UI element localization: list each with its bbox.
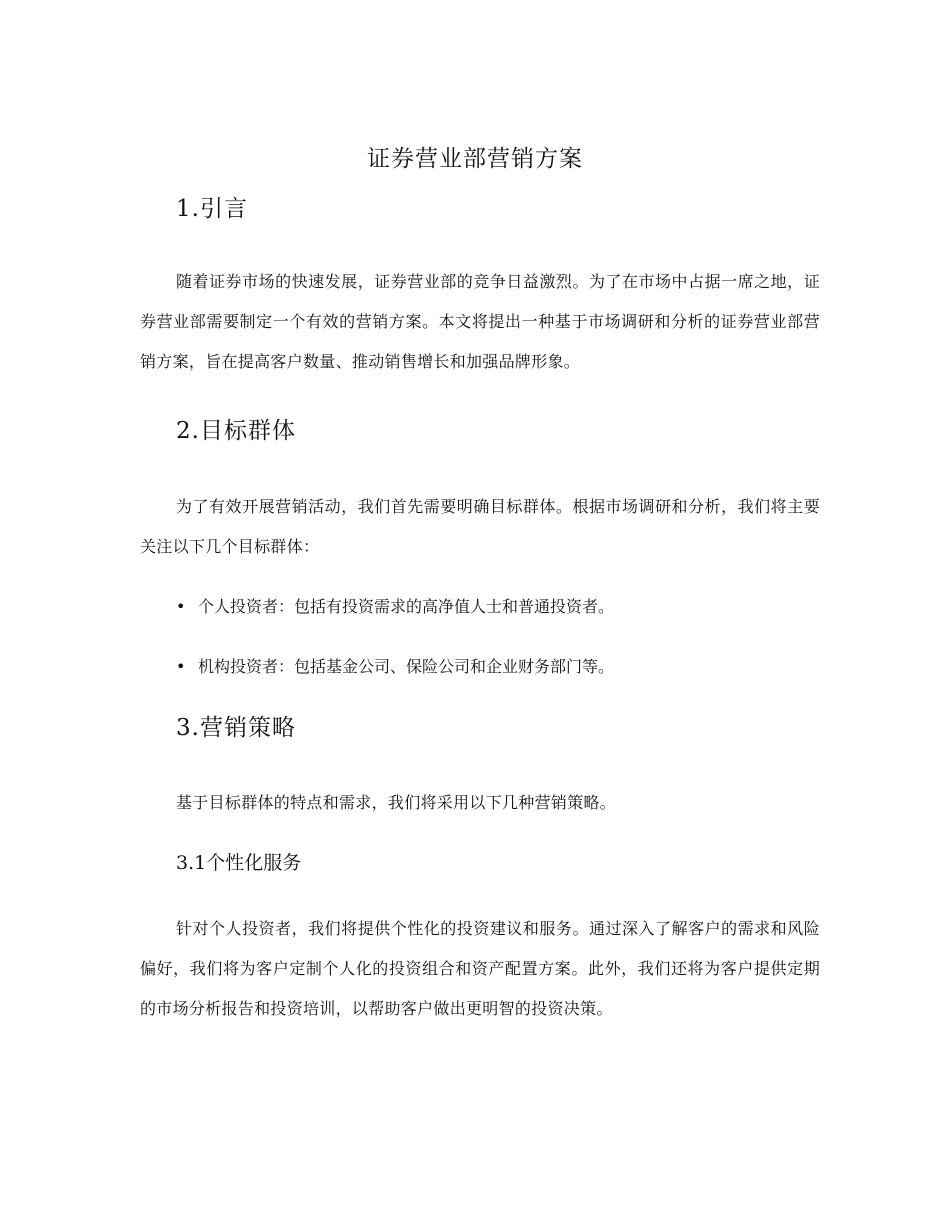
subsection-heading-personalized-service: 3.1个性化服务 [176,852,302,874]
list-item-text: 机构投资者：包括基金公司、保险公司和企业财务部门等。 [198,657,615,676]
list-item [176,652,614,682]
target-paragraph: 为了有效开展营销活动，我们首先需要明确目标群体。根据市场调研和分析，我们将主要关注以下几个目标群体： [140,497,820,556]
list-item-text: 个人投资者：包括有投资需求的高净值人士和普通投资者。 [198,597,615,616]
intro-paragraph: 随着证券市场的快速发展，证券营业部的竞争日益激烈。为了在市场中占据一席之地，证券营业部需要制定一个有效的营销方案。本文将提出一种基于市场调研和分析的证券营业部营销方案，旨在提高客户数量、推动销售增长和加强品牌形象。 [140,272,820,371]
strategy-paragraph: 基于目标群体的特点和需求，我们将采用以下几种营销策略。 [176,793,617,812]
document-title: 证券营业部营销方案 [367,146,583,172]
list-item [176,592,614,622]
section-heading-strategy: 3.营销策略 [176,715,296,741]
section-heading-intro: 1.引言 [176,196,248,222]
personalized-service-paragraph: 针对个人投资者，我们将提供个性化的投资建议和服务。通过深入了解客户的需求和风险偏好，我们将为客户定制个人化的投资组合和资产配置方案。此外，我们还将为客户提供定期的市场分析报告和投资培训，以帮助客户做出更明智的投资决策。 [140,919,820,1018]
bullet-icon: • [176,657,186,676]
section-heading-target: 2.目标群体 [176,418,296,444]
bullet-icon: • [176,597,186,616]
